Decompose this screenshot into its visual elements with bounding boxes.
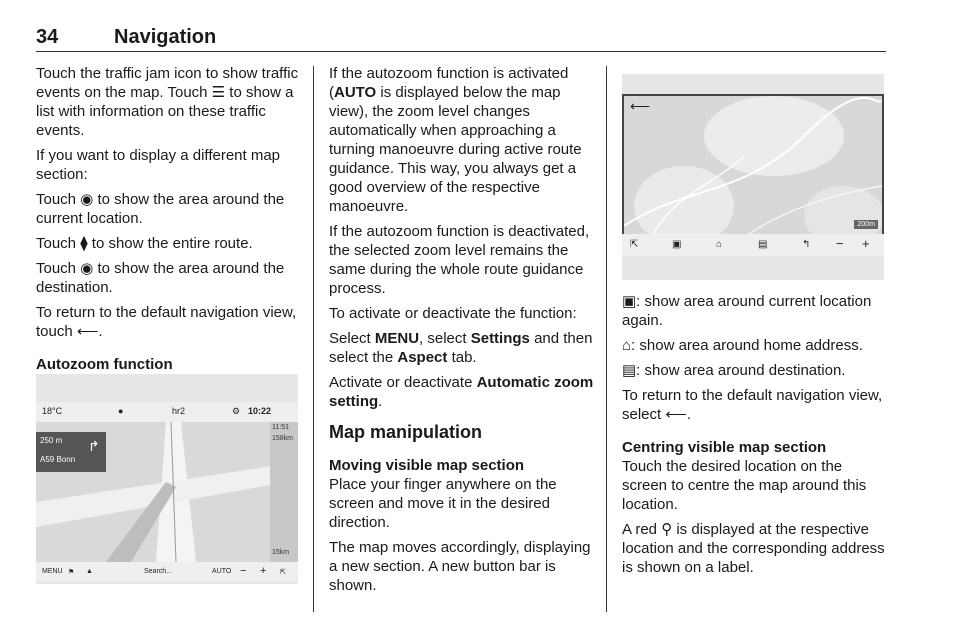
section-heading-map-manipulation: Map manipulation [329,422,482,442]
eta: 11:51 [272,424,289,431]
paragraph: Touch ◉ to show the area around the destination. [36,260,285,296]
route-progress [270,422,298,562]
paragraph: Place your finger anywhere on the screen and move it in the desired direction. [329,476,557,531]
subheading-centring: Centring visible map section [622,439,827,456]
remaining-distance: 158km [272,435,294,442]
menu-button[interactable]: MENU [42,568,63,575]
current-location-icon[interactable]: ▣ [672,239,682,250]
paragraph: Select MENU, select Settings and then select the Aspect tab. [329,330,593,366]
paragraph: If the autozoom function is deactivated, the selected zoom level remains the same during the whole route guidance process. [329,223,590,297]
paragraph: A red ⚲ is displayed at the respective location and the corresponding address is shown on a label. [622,521,885,576]
autozoom-label[interactable]: AUTO [212,568,232,575]
next-distance: 15km [272,549,290,556]
navigation-arrow-icon[interactable]: ▲ [86,568,93,575]
turn-icon[interactable]: ↰ [802,239,811,250]
map-view [36,422,298,562]
column-3 [622,292,888,583]
column-1 [36,64,302,386]
home-icon[interactable]: ⌂ [716,239,723,250]
page-header [36,26,886,52]
chapter-title: Navigation [114,26,217,48]
search-button[interactable]: Search... [144,568,173,575]
maneuver-distance: 250 m [40,436,63,445]
gear-icon: ⚙ [232,406,241,416]
paragraph: To return to the default navigation view, touch ⟵. [36,304,297,340]
section-heading-autozoom: Autozoom function [36,356,173,373]
paragraph: ⌂: show area around home address. [622,337,863,354]
status-bar [36,402,298,422]
paragraph: If the autozoom function is activated (AUTO is displayed below the map view), the zoom level changes automatically when approaching a turning manoeuvre during active route guidance. This way, you always get a good overview of the respective manoeuvre. [329,65,582,215]
back-arrow-icon[interactable]: ⟵ [630,98,651,114]
paragraph: To activate or deactivate the function: [329,305,577,322]
page-number: 34 [36,26,59,48]
maneuver-road: A59 Bonn [40,455,76,464]
paragraph: Activate or deactivate Automatic zoom setting. [329,374,594,410]
turn-arrow-icon: ↱ [88,438,100,454]
flag-icon[interactable]: ⚑ [68,569,75,576]
paragraph: Touch the traffic jam icon to show traffic events on the map. Touch ☰ to show a list with information on these traffic events. [36,65,299,139]
column-2 [329,64,595,601]
zoom-out-button[interactable]: − [836,236,844,251]
paragraph: ▣: show area around current location again. [622,293,872,329]
map-manipulation-screenshot [622,74,884,280]
zoom-in-button[interactable]: + [862,236,870,251]
exit-icon[interactable]: ⇱ [280,569,286,576]
paragraph: Touch ⧫ to show the entire route. [36,235,253,252]
location-icon: ● [118,406,124,416]
exit-icon[interactable]: ⇱ [630,239,639,250]
paragraph: If you want to display a different map section: [36,147,281,183]
station-label: hr2 [172,406,186,416]
column-divider [606,66,607,612]
paragraph: To return to the default navigation view, select ⟵. [622,387,883,423]
map-terrain [624,96,882,254]
subheading-moving: Moving visible map section [329,457,525,474]
clock: 10:22 [248,406,272,416]
zoom-in-button[interactable]: + [260,565,267,577]
zoom-out-button[interactable]: − [240,565,247,577]
temperature: 18°C [42,406,63,416]
paragraph: ▤: show area around destination. [622,362,846,379]
paragraph: The map moves accordingly, displaying a new section. A new button bar is shown. [329,539,591,594]
column-divider [313,66,314,612]
maneuver-panel [36,432,106,472]
paragraph: Touch the desired location on the screen to centre the map around this location. [622,458,867,513]
map-button-bar [622,234,884,256]
map-button-bar [36,562,298,582]
destination-icon[interactable]: ▤ [758,239,768,250]
map-view [622,94,884,256]
paragraph: Touch ◉ to show the area around the current location. [36,191,285,227]
map-scale: 200m [854,220,878,229]
navigation-screenshot [36,374,298,584]
